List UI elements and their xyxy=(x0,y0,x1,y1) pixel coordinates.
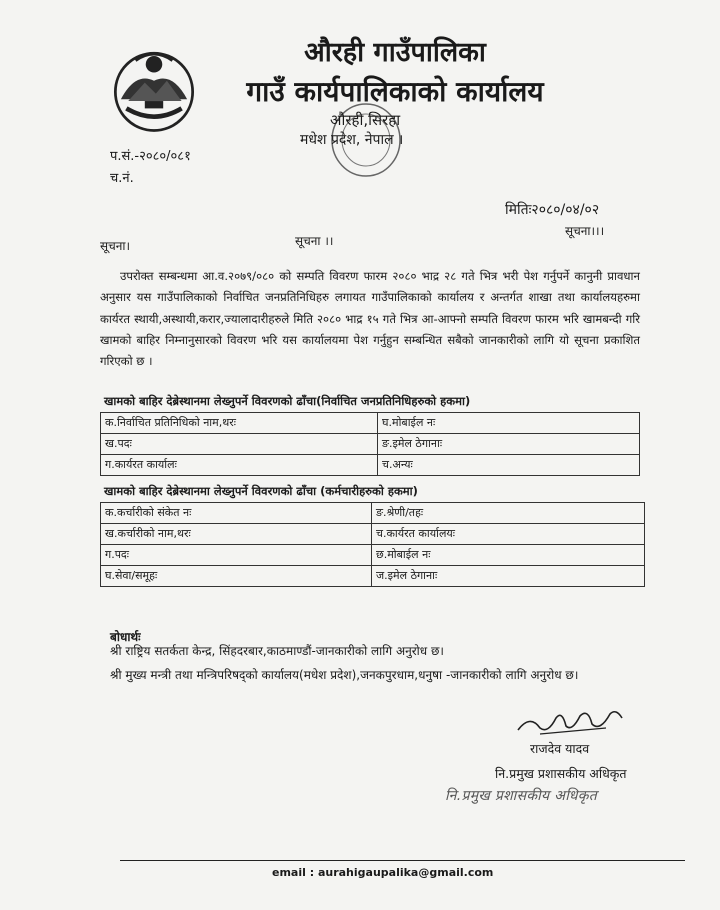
table-cell: ग.पदः xyxy=(101,545,372,566)
table-row xyxy=(101,545,645,566)
office-name-line2: गाउँ कार्यपालिकाको कार्यालय xyxy=(246,75,544,108)
employee-form xyxy=(100,502,645,587)
reference-number: प.सं.-२०८०/०८१ xyxy=(110,149,191,164)
table-cell: छ.मोबाईल नः xyxy=(372,545,645,566)
table-row xyxy=(101,503,645,524)
designation-stamp: नि.प्रमुख प्रशासकीय अधिकृत xyxy=(445,788,598,804)
cc-line-2: श्री मुख्य मन्त्री तथा मन्त्रिपरिषद्को कार्यालय(मधेश प्रदेश),जनकपुरधाम,धनुषा -जानकारीको लागि अनुरोध छ। xyxy=(110,668,579,682)
cc-line-1: श्री राष्ट्रिय सतर्कता केन्द्र, सिंहदरबार,काठमाण्डौं-जानकारीको लागि अनुरोध छ। xyxy=(110,644,444,658)
elected-representative-form xyxy=(100,412,640,476)
signatory-name: राजदेव यादव xyxy=(530,741,590,756)
table-row xyxy=(101,566,645,587)
notice-label-3: सूचना।।। xyxy=(565,224,605,238)
table-row xyxy=(101,524,645,545)
notice-label-1: सूचना। xyxy=(100,239,131,253)
table-cell: ख.कर्चारीको नाम,थरः xyxy=(101,524,372,545)
table2-title: खामको बाहिर देब्रेस्थानमा लेख्नुपर्ने विवरणको ढाँचा (कर्मचारीहरुको हकमा) xyxy=(104,484,418,498)
signatory-post: नि.प्रमुख प्रशासकीय अधिकृत xyxy=(495,766,627,781)
signature-icon xyxy=(510,704,630,738)
table-cell: ज.इमेल ठेगानाः xyxy=(372,566,645,587)
table-cell: घ.मोबाईल नः xyxy=(378,413,640,434)
table-cell: क.कर्चारीको संकेत नः xyxy=(101,503,372,524)
address-line2: मधेश प्रदेश, नेपाल । xyxy=(300,132,404,148)
footer-email: email : aurahigaupalika@gmail.com xyxy=(272,866,494,879)
address-line1: औरही,सिरहा xyxy=(330,111,401,129)
table-row xyxy=(101,413,640,434)
table-cell: ग.कार्यरत कार्यालः xyxy=(101,455,378,476)
table-row xyxy=(101,434,640,455)
table-cell: च.अन्यः xyxy=(378,455,640,476)
letter-date: मितिः२०८०/०४/०२ xyxy=(505,202,600,218)
notice-body xyxy=(100,266,640,372)
notice-paragraph: उपरोक्त सम्बन्धमा आ.व.२०७९/०८० को सम्पति विवरण फारम २०८० भाद्र २८ गते भित्र भरी पेश गर्नुपर्ने कानुनी प्रावधान अनुसार यस गाउँपालिकाको निर्वाचित जनप्रतिनिधिहरु लगायत गाउँपालिकाको कार्यालय र अन्तर्गत शाखा तथा कार्यालयहरुमा कार्यरत स्थायी,अस्थायी,करार,ज्यालादारीहरुले मिति २०८० भाद्र १५ गते भित्र आ-आफ्नो सम्पति विवरण फारम भरि खामबन्दी गरि खामको बाहिर निम्नानुसारको विवरण भरि यस कार्यालयमा पेश गर्नुहुन सम्बन्धित सबैको जानकारीको लागि यो सूचना प्रकाशित गरिएको छ । xyxy=(100,269,640,369)
footer-divider xyxy=(120,860,685,861)
table-cell: ङ.इमेल ठेगानाः xyxy=(378,434,640,455)
cc-heading: बोधार्थः xyxy=(110,630,141,644)
table-cell: क.निर्वाचित प्रतिनिधिको नाम,थरः xyxy=(101,413,378,434)
table-cell: ङ.श्रेणी/तहः xyxy=(372,503,645,524)
notice-label-2: सूचना ।। xyxy=(295,234,334,248)
table1-title: खामको बाहिर देब्रेस्थानमा लेख्नुपर्ने विवरणको ढाँचा(निर्वाचित जनप्रतिनिधिहरुको हकमा) xyxy=(104,394,471,408)
table-cell: ख.पदः xyxy=(101,434,378,455)
table-row xyxy=(101,455,640,476)
table-cell: च.कार्यरत कार्यालयः xyxy=(372,524,645,545)
table-cell: घ.सेवा/समूहः xyxy=(101,566,372,587)
dispatch-number: च.नं. xyxy=(110,171,134,186)
office-name-line1: औरही गाउँपालिका xyxy=(304,37,486,68)
